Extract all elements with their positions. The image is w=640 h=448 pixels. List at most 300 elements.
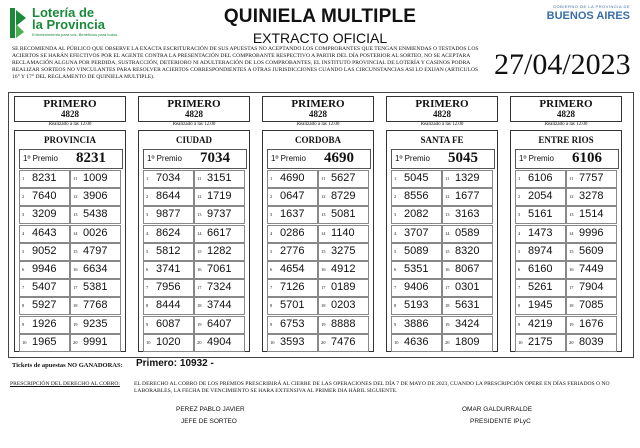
prize-position: 16 [73, 266, 78, 272]
prize-position: 20 [569, 339, 574, 345]
draw-number: 4828 [309, 109, 327, 119]
prize-position: 1 [146, 176, 149, 181]
prize-number: 7904 [579, 281, 604, 294]
prize-position: 9 [394, 321, 397, 327]
prize-cell [19, 279, 70, 297]
draw-number: 4828 [557, 109, 575, 119]
draw-kind: PRIMERO [291, 98, 345, 110]
prize-number: 7757 [579, 172, 604, 184]
prize-number: 4690 [280, 172, 305, 184]
prize-row [391, 224, 493, 242]
prize-number: 1677 [455, 190, 480, 203]
prize-number: 5081 [331, 208, 356, 221]
prize-row [267, 205, 369, 223]
draw-number: 4828 [433, 109, 451, 119]
draw-time: Realizado a las 12.00 [544, 122, 588, 127]
draw-card [386, 96, 498, 352]
prize-number: 4654 [280, 262, 305, 275]
prize-number: 7956 [156, 281, 181, 294]
prize-position: 2 [270, 194, 273, 200]
page-title: QUINIELA MULTIPLE [223, 6, 417, 27]
prize-cell [267, 188, 318, 206]
prize-number: 5381 [83, 281, 108, 294]
prize-number: 6160 [528, 262, 553, 275]
first-prize-box [267, 149, 371, 169]
prize-number: 1719 [207, 190, 232, 203]
prize-cell [19, 225, 70, 243]
prize-cell [391, 334, 442, 352]
prize-cell [143, 188, 194, 206]
prize-position: 19 [321, 321, 326, 327]
prize-number: 8644 [156, 190, 181, 203]
prize-position: 2 [518, 194, 521, 200]
prize-row [391, 278, 493, 296]
prize-number: 7324 [207, 281, 232, 294]
prize-number: 5812 [156, 244, 181, 257]
prize-position: 3 [146, 212, 149, 218]
signer2-name: OMAR GALDURRALDE [462, 406, 533, 413]
prize-number: 9737 [207, 208, 232, 221]
prize-row [267, 169, 369, 187]
prize-number: 8444 [156, 299, 181, 312]
prize-number: 3744 [207, 299, 232, 312]
prize-number: 6753 [280, 317, 305, 330]
prize-cell [318, 334, 369, 352]
prize-number: 8320 [455, 244, 480, 257]
prize-cell [19, 188, 70, 206]
prize-cell [515, 225, 566, 243]
prize-position: 5 [146, 248, 149, 254]
prize-cell [515, 334, 566, 352]
prize-number: 1329 [455, 172, 480, 184]
prize-row [267, 278, 369, 296]
prize-position: 13 [445, 212, 450, 218]
prize-position: 6 [518, 266, 521, 272]
prize-row [515, 205, 617, 223]
prize-number: 5045 [404, 172, 429, 184]
first-prize-label: 1º Premio [395, 154, 430, 163]
draw-time: Realizado a las 12.00 [48, 122, 92, 127]
prize-position: 2 [394, 194, 397, 200]
prize-cell [70, 334, 121, 352]
prize-position: 18 [73, 303, 78, 309]
prize-cell [442, 316, 493, 334]
prize-cell [194, 188, 245, 206]
prescription-label: PRESCRIPCIÓN DEL DERECHO AL COBRO: [10, 381, 120, 387]
prize-number: 3424 [455, 317, 480, 330]
prize-cell [194, 334, 245, 352]
draw-date: 27/04/2023 [494, 48, 631, 81]
prize-position: 1 [394, 176, 397, 181]
prize-position: 3 [394, 212, 397, 218]
prize-number: 2175 [528, 335, 553, 348]
prize-cell [566, 225, 617, 243]
prize-row [19, 260, 121, 278]
prize-cell [515, 243, 566, 261]
prize-cell [70, 225, 121, 243]
prize-number: 4643 [32, 226, 57, 239]
prize-position: 10 [270, 339, 275, 345]
prize-cell [267, 170, 318, 188]
first-prize-label: 1º Premio [147, 154, 182, 163]
prize-cell [442, 225, 493, 243]
prize-row [267, 296, 369, 314]
prize-cell [267, 206, 318, 224]
prize-position: 1 [270, 176, 273, 181]
prize-position: 1 [22, 176, 25, 181]
prize-cell [143, 225, 194, 243]
prize-number: 3275 [331, 244, 356, 257]
prize-row [267, 315, 369, 333]
prize-cell [143, 297, 194, 315]
first-prize-number: 6106 [572, 150, 602, 166]
prize-position: 15 [321, 248, 326, 254]
prize-cell [318, 206, 369, 224]
prize-row [391, 315, 493, 333]
prize-number: 5161 [528, 208, 553, 221]
prize-cell [194, 206, 245, 224]
prize-cell [267, 316, 318, 334]
prize-row [19, 333, 121, 351]
prize-number: 8624 [156, 226, 181, 239]
jurisdiction-name: PROVINCIA [43, 135, 96, 145]
prize-number: 3707 [404, 226, 429, 239]
prize-cell [194, 225, 245, 243]
prize-cell [318, 225, 369, 243]
prize-position: 4 [146, 230, 149, 236]
prize-row [19, 278, 121, 296]
draw-kind: PRIMERO [167, 98, 221, 110]
prize-cell [566, 206, 617, 224]
prize-position: 12 [445, 194, 450, 200]
prize-cell [391, 170, 442, 188]
prize-row [143, 260, 245, 278]
prize-position: 9 [22, 321, 25, 327]
draw-card [510, 96, 622, 352]
prize-number: 5927 [32, 299, 57, 312]
prize-number: 3278 [579, 190, 604, 203]
first-prize-box [143, 149, 247, 169]
prize-cell [19, 261, 70, 279]
prize-position: 8 [22, 303, 25, 309]
prize-position: 16 [445, 266, 450, 272]
prize-row [143, 187, 245, 205]
prize-position: 16 [197, 266, 202, 272]
prize-number: 4636 [404, 335, 429, 348]
prize-row [391, 205, 493, 223]
prize-number: 1020 [156, 335, 181, 348]
prize-row [515, 224, 617, 242]
prize-number: 8231 [32, 172, 57, 184]
prize-row [515, 296, 617, 314]
prize-position: 3 [518, 212, 521, 218]
prize-rows [143, 169, 245, 351]
prize-cell [267, 279, 318, 297]
prize-position: 5 [270, 248, 273, 254]
prize-number: 0589 [455, 226, 480, 239]
prize-cell [566, 279, 617, 297]
prize-cell [318, 279, 369, 297]
prize-cell [391, 261, 442, 279]
prize-number: 5407 [32, 281, 57, 294]
prize-position: 14 [445, 230, 450, 236]
prize-number: 5631 [455, 299, 480, 312]
prize-position: 17 [445, 285, 450, 291]
prize-number: 8888 [331, 317, 356, 330]
prize-number: 3906 [83, 190, 108, 203]
prize-rows [19, 169, 121, 351]
prize-number: 6407 [207, 317, 232, 330]
government-logo [510, 4, 630, 22]
prize-cell [194, 316, 245, 334]
prize-cell [267, 261, 318, 279]
prize-number: 4797 [83, 244, 108, 257]
prize-position: 16 [321, 266, 326, 272]
prize-number: 5701 [280, 299, 305, 312]
prize-cell [442, 297, 493, 315]
prize-row [19, 296, 121, 314]
draw-card [138, 96, 250, 352]
prize-cell [143, 206, 194, 224]
prize-number: 2082 [404, 208, 429, 221]
prize-cell [267, 243, 318, 261]
prize-cell [70, 279, 121, 297]
prize-number: 5609 [579, 244, 604, 257]
prize-number: 9877 [156, 208, 181, 221]
prize-cell [566, 243, 617, 261]
prize-position: 12 [73, 194, 78, 200]
prize-position: 19 [73, 321, 78, 327]
prize-row [515, 333, 617, 351]
prize-cell [442, 170, 493, 188]
prize-position: 4 [270, 230, 273, 236]
prize-cell [194, 243, 245, 261]
prize-position: 17 [569, 285, 574, 291]
prize-cell [70, 297, 121, 315]
draw-time: Realizado a las 12.00 [420, 122, 464, 127]
first-prize-number: 7034 [200, 150, 230, 166]
first-prize-label: 1º Premio [271, 154, 306, 163]
prize-row [391, 296, 493, 314]
prize-position: 9 [518, 321, 521, 327]
prize-number: 0286 [280, 226, 305, 239]
prize-position: 13 [321, 212, 326, 218]
prize-number: 1945 [528, 299, 553, 312]
prize-number: 8974 [528, 244, 553, 257]
prize-number: 6106 [528, 172, 553, 184]
prize-position: 18 [321, 303, 326, 309]
prize-cell [566, 316, 617, 334]
prize-cell [391, 297, 442, 315]
prize-cell [143, 243, 194, 261]
prize-cell [515, 188, 566, 206]
draw-card [14, 96, 126, 352]
prize-cell [318, 316, 369, 334]
prize-number: 5261 [528, 281, 553, 294]
jurisdiction-name: CIUDAD [176, 135, 212, 145]
prize-cell [143, 316, 194, 334]
prize-number: 9406 [404, 281, 429, 294]
prize-number: 9991 [83, 335, 108, 348]
card-body [262, 130, 374, 352]
prize-position: 15 [73, 248, 78, 254]
prize-number: 3741 [156, 262, 181, 275]
prize-number: 8556 [404, 190, 429, 203]
prize-position: 11 [445, 176, 450, 181]
prize-cell [566, 334, 617, 352]
prize-number: 9052 [32, 244, 57, 257]
card-header [386, 96, 498, 122]
prize-number: 3151 [207, 172, 232, 184]
prize-cell [318, 243, 369, 261]
government-name: BUENOS AIRES [546, 10, 630, 22]
prize-number: 1514 [579, 208, 604, 221]
prize-cell [515, 206, 566, 224]
prize-number: 8067 [455, 262, 480, 275]
prize-cell [566, 170, 617, 188]
prize-cell [19, 334, 70, 352]
prize-number: 6634 [83, 262, 108, 275]
prize-number: 6617 [207, 226, 232, 239]
prize-position: 7 [394, 285, 397, 291]
prize-position: 13 [73, 212, 78, 218]
draw-kind: PRIMERO [539, 98, 593, 110]
prize-row [19, 242, 121, 260]
prize-row [143, 224, 245, 242]
prize-row [391, 333, 493, 351]
signer1-role: JEFE DE SORTEO [181, 418, 237, 425]
prize-position: 7 [22, 285, 25, 291]
prize-number: 1926 [32, 317, 57, 330]
prize-cell [70, 316, 121, 334]
prize-number: 7126 [280, 281, 305, 294]
prize-position: 11 [569, 176, 574, 181]
prize-position: 14 [569, 230, 574, 236]
prize-number: 5627 [331, 172, 356, 184]
prize-row [19, 315, 121, 333]
prize-cell [318, 170, 369, 188]
jurisdiction-name: ENTRE RIOS [538, 135, 594, 145]
prize-position: 4 [518, 230, 521, 236]
prize-rows [391, 169, 493, 351]
jurisdiction-name: CORDOBA [294, 135, 341, 145]
prize-number: 6087 [156, 317, 181, 330]
prize-position: 7 [146, 285, 149, 291]
prize-number: 0203 [331, 299, 356, 312]
prize-cell [70, 261, 121, 279]
card-body [14, 130, 126, 352]
card-body [510, 130, 622, 352]
prize-cell [143, 334, 194, 352]
prize-number: 0026 [83, 226, 108, 239]
prize-number: 2054 [528, 190, 553, 203]
draw-kind: PRIMERO [43, 98, 97, 110]
prize-number: 5351 [404, 262, 429, 275]
prize-number: 3593 [280, 335, 305, 348]
prize-cell [515, 279, 566, 297]
prize-position: 17 [73, 285, 78, 291]
draw-number: 4828 [61, 109, 79, 119]
prize-number: 4912 [331, 262, 356, 275]
prize-position: 10 [22, 339, 27, 345]
page-subtitle: EXTRACTO OFICIAL [252, 30, 388, 46]
card-header [510, 96, 622, 122]
prize-position: 11 [321, 176, 326, 181]
prize-row [143, 242, 245, 260]
prize-position: 20 [321, 339, 326, 345]
prize-row [391, 260, 493, 278]
draw-kind: PRIMERO [415, 98, 469, 110]
prize-number: 9996 [579, 226, 604, 239]
prize-row [19, 205, 121, 223]
prize-row [515, 242, 617, 260]
prize-number: 3163 [455, 208, 480, 221]
prize-cell [70, 170, 121, 188]
jurisdiction-name: SANTA FE [420, 135, 464, 145]
prize-cell [442, 261, 493, 279]
prize-number: 4904 [207, 335, 232, 348]
prize-position: 6 [22, 266, 25, 272]
prize-position: 8 [270, 303, 273, 309]
first-prize-number: 5045 [448, 150, 478, 166]
prize-number: 0189 [331, 281, 356, 294]
prize-cell [70, 188, 121, 206]
prize-row [19, 187, 121, 205]
prize-position: 3 [22, 212, 25, 218]
card-header [138, 96, 250, 122]
prize-row [267, 187, 369, 205]
prize-position: 19 [445, 321, 450, 327]
prize-position: 10 [146, 339, 151, 345]
prize-position: 8 [518, 303, 521, 309]
prize-position: 6 [394, 266, 397, 272]
prize-cell [19, 297, 70, 315]
prize-cell [194, 170, 245, 188]
draw-time: Realizado a las 12.00 [172, 122, 216, 127]
prize-cell [318, 188, 369, 206]
tickets-value: Primero: 10932 - [136, 358, 214, 369]
prize-number: 9946 [32, 262, 57, 275]
prize-cell [442, 188, 493, 206]
prize-number: 7476 [331, 335, 356, 348]
prize-row [143, 315, 245, 333]
prize-position: 15 [197, 248, 202, 254]
prize-row [143, 333, 245, 351]
prize-number: 7034 [156, 172, 181, 184]
prize-row [143, 169, 245, 187]
prize-cell [442, 279, 493, 297]
prize-row [267, 333, 369, 351]
prize-position: 11 [197, 176, 202, 181]
first-prize-number: 4690 [324, 150, 354, 166]
prize-row [515, 260, 617, 278]
prize-row [267, 260, 369, 278]
prize-cell [391, 316, 442, 334]
prize-cell [70, 243, 121, 261]
card-header [262, 96, 374, 122]
prize-cell [391, 243, 442, 261]
prize-cell [515, 297, 566, 315]
prize-cell [267, 297, 318, 315]
prize-cell [194, 261, 245, 279]
prize-row [391, 242, 493, 260]
prize-position: 20 [197, 339, 202, 345]
prize-cell [143, 261, 194, 279]
draw-number: 4828 [185, 109, 203, 119]
prize-number: 1637 [280, 208, 305, 221]
prize-cell [70, 206, 121, 224]
prize-position: 7 [518, 285, 521, 291]
